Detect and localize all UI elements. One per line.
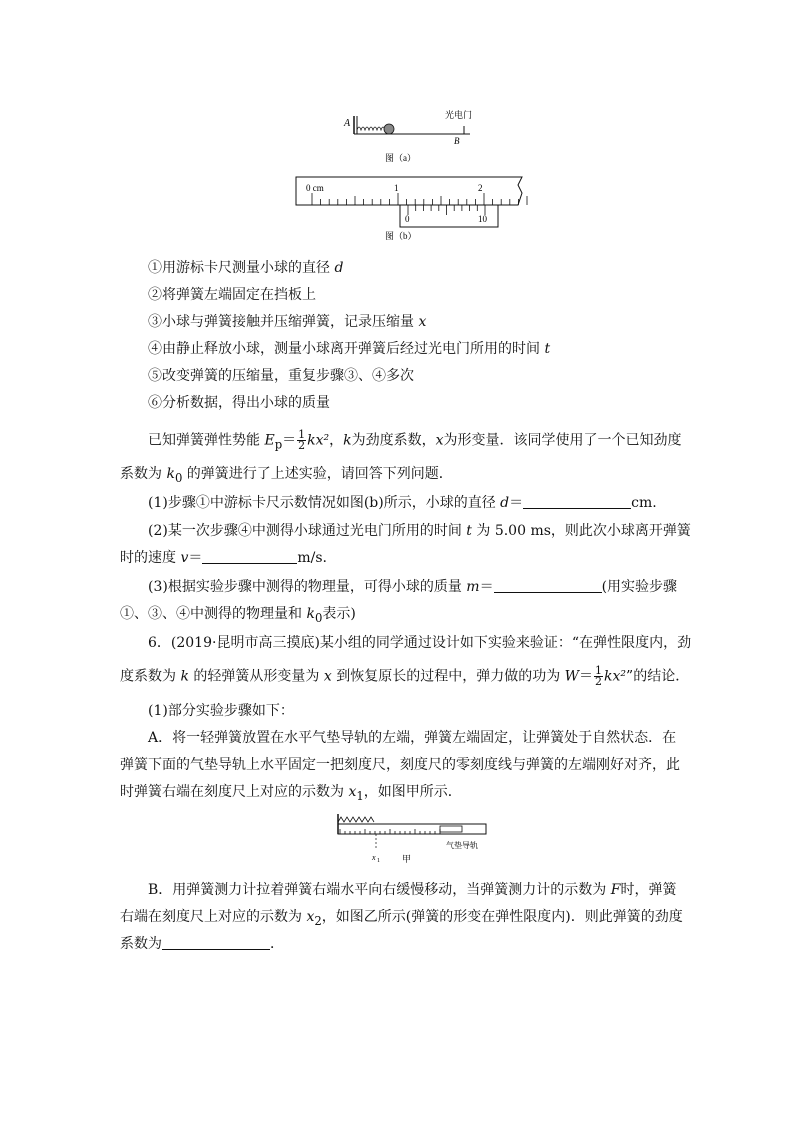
problem-6-sub1: (1)部分实验步骤如下： [148, 703, 294, 719]
caption-b: 图（b） [385, 231, 417, 241]
x1-label: x [372, 853, 376, 862]
caption-a: 图（a） [385, 153, 416, 163]
slider [440, 826, 462, 832]
figure-b [290, 175, 540, 245]
step-a-line-2: 弹簧下面的气垫导轨上水平固定一把刻度尺，刻度尺的零刻度线与弹簧的左端刚好对齐，此 [120, 757, 680, 773]
step-2: ②将弹簧左端固定在挡板上 [148, 287, 316, 303]
step-b-line-2: 右端在刻度尺上对应的示数为 $x_2$，如图乙所示(弹簧的形变在弹性限度内)．则此弹簧的劲度 [120, 909, 683, 928]
question-3-line-2: ①、③、④中测得的物理量和 $k_0$表示) [120, 606, 356, 625]
figure-jia [330, 812, 490, 864]
problem-6-line-2: 度系数为 k 的轻弹簧从形变量为 x 到恢复原长的过程中，弹力做的功为 W＝ $\frac{1}{2}$ kx²”的结论． [120, 664, 690, 688]
main-scale-ticks [312, 193, 527, 205]
rail-label: 气垫导轨 [446, 841, 478, 850]
label-b: B [454, 136, 460, 146]
answer-blank-4[interactable] [162, 935, 270, 950]
question-2-line-2: 时的速度 v＝ m/s. [120, 550, 328, 566]
step-5: ⑤改变弹簧的压缩量，重复步骤③、④多次 [148, 368, 414, 384]
step-1: ①用游标卡尺测量小球的直径 d [148, 260, 344, 276]
intro-line-1: 已知弹簧弹性势能 $E_p=$ $\frac{1}{2}$ kx²，k为劲度系数，x为形变量．该同学使用了一个已知劲度 [148, 428, 682, 452]
answer-blank-3[interactable] [494, 578, 602, 593]
problem-6-line-1: 6．(2019·昆明市高三摸底)某小组的同学通过设计如下实验来验证：“在弹性限度内，劲 [148, 635, 692, 651]
question-3-line-1: (3)根据实验步骤中测得的物理量，可得小球的质量 m＝ (用实验步骤 [148, 579, 678, 595]
answer-blank-2[interactable] [202, 549, 297, 564]
figure-a [340, 106, 490, 166]
intro-line-2: 系数为 $k_0$ 的弹簧进行了上述实验，请回答下列问题． [120, 466, 453, 485]
step-6: ⑥分析数据，得出小球的质量 [148, 395, 330, 411]
step-b-line-3: 系数为 ． [120, 936, 284, 952]
x1-sub: 1 [377, 858, 380, 864]
spring-jia [338, 817, 374, 822]
vernier-label-10: 10 [478, 214, 487, 224]
spring-a [357, 127, 385, 130]
main-label-0: 0 cm [306, 183, 324, 193]
main-scale [296, 177, 522, 205]
main-label-1: 1 [394, 183, 399, 193]
vernier-ticks [408, 205, 485, 215]
step-b-line-1: B．用弹簧测力计拉着弹簧右端水平向右缓慢移动，当弹簧测力计的示数为 F时，弹簧 [148, 882, 677, 898]
gate-label: 光电门 [445, 110, 473, 120]
question-1: (1)步骤①中游标卡尺示数情况如图(b)所示，小球的直径 d＝ cm. [148, 495, 657, 511]
question-2-line-1: (2)某一次步骤④中测得小球通过光电门所用的时间 t 为 5.00 ms，则此次小球离开弹簧 [148, 523, 691, 539]
vernier-label-0: 0 [405, 214, 410, 224]
jia-label: 甲 [402, 854, 412, 864]
label-a: A [344, 118, 351, 129]
ball [384, 124, 394, 134]
step-a-line-1: A．将一轻弹簧放置在水平气垫导轨的左端，弹簧左端固定，让弹簧处于自然状态．在 [148, 730, 677, 746]
ruler-ticks [340, 829, 440, 834]
step-a-line-3: 时弹簧右端在刻度尺上对应的示数为 $x_1$，如图甲所示． [120, 784, 462, 803]
step-3: ③小球与弹簧接触并压缩弹簧，记录压缩量 x [148, 314, 427, 330]
answer-blank-1[interactable] [523, 494, 631, 509]
main-label-2: 2 [478, 183, 483, 193]
step-4: ④由静止释放小球，测量小球离开弹簧后经过光电门所用的时间 t [148, 341, 551, 357]
